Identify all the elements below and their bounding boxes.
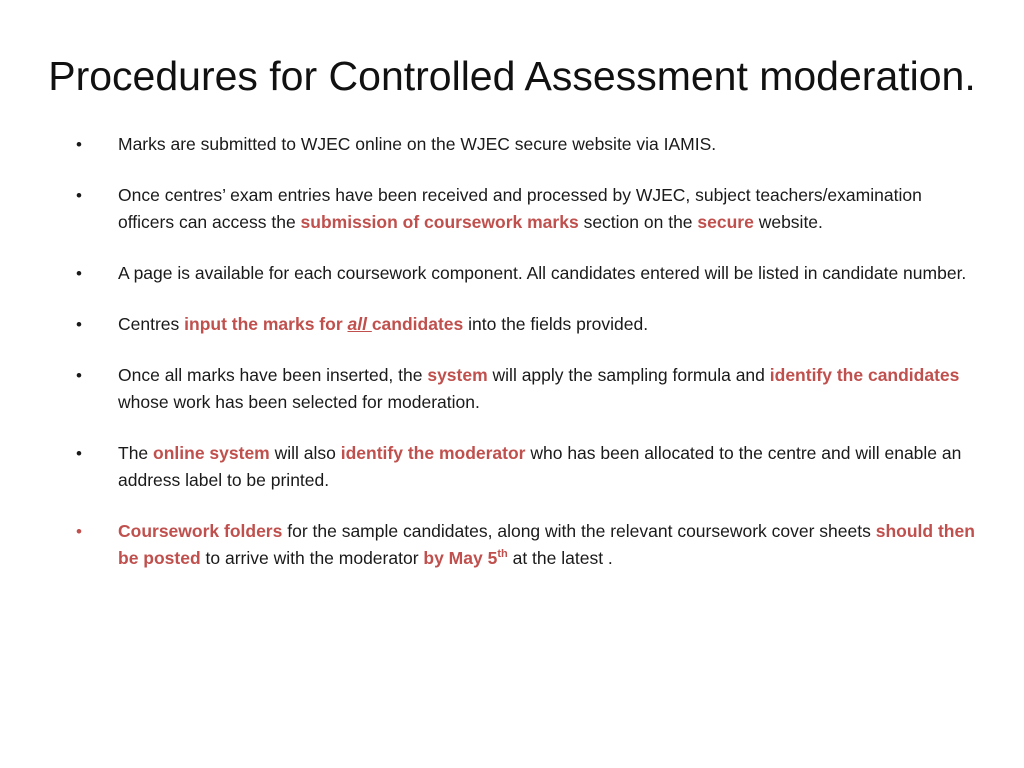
bullet-text: will apply the sampling formula and [487,365,770,385]
highlight-text: secure [697,212,754,232]
bullet-icon: • [76,315,82,334]
bullet-text: for the sample candidates, along with the relevant coursework cover sheets [282,521,876,541]
bullet-text: Centres [118,314,185,334]
bullet-text: A page is available for each coursework component. All candidates entered will be listed in candidate number. [118,263,967,283]
slide-title: Procedures for Controlled Assessment moderation. [48,53,976,99]
highlight-text: should then be posted [118,521,975,568]
highlight-text: input the marks for [184,314,348,334]
highlight-text: identify the moderator [340,443,526,463]
bullet-text: into the fields provided. [463,314,649,334]
highlight-text: submission of coursework marks [300,212,579,232]
bullet-icon: • [76,186,82,205]
highlight-emphasis-text: all [347,314,372,334]
bullet-item [76,131,976,158]
bullet-text: Marks are submitted to WJEC online on the WJEC secure website via IAMIS. [118,134,717,154]
bullet-item [76,362,976,416]
highlight-text: system [427,365,488,385]
bullet-text: Once all marks have been inserted, the [118,365,428,385]
bullet-text: will also [269,443,341,463]
bullet-text: section on the [578,212,698,232]
bullet-text: at the latest . [507,548,613,568]
bullet-item [76,182,976,236]
bullet-item [76,260,976,287]
bullet-icon: • [76,366,82,385]
highlight-text: Coursework folders [118,521,283,541]
bullet-icon: • [76,522,82,541]
bullet-text: to arrive with the moderator [200,548,424,568]
bullet-item [76,311,976,338]
bullet-list [76,131,976,596]
bullet-icon: • [76,264,82,283]
highlight-text: candidates [371,314,464,334]
bullet-text: website. [753,212,823,232]
highlight-text: by May 5 [423,548,498,568]
bullet-text: who has been allocated to the centre and will enable an address label to be printed. [118,443,962,490]
highlight-text: identify the candidates [769,365,960,385]
bullet-item [76,518,976,572]
bullet-item [76,440,976,494]
bullet-icon: • [76,135,82,154]
bullet-text: Once centres’ exam entries have been received and processed by WJEC, subject teachers/examination officers can access the [118,185,922,232]
bullet-text: whose work has been selected for moderation. [118,392,480,412]
highlight-text: online system [153,443,270,463]
superscript-text: th [497,548,508,561]
bullet-text: The [118,443,154,463]
bullet-icon: • [76,444,82,463]
